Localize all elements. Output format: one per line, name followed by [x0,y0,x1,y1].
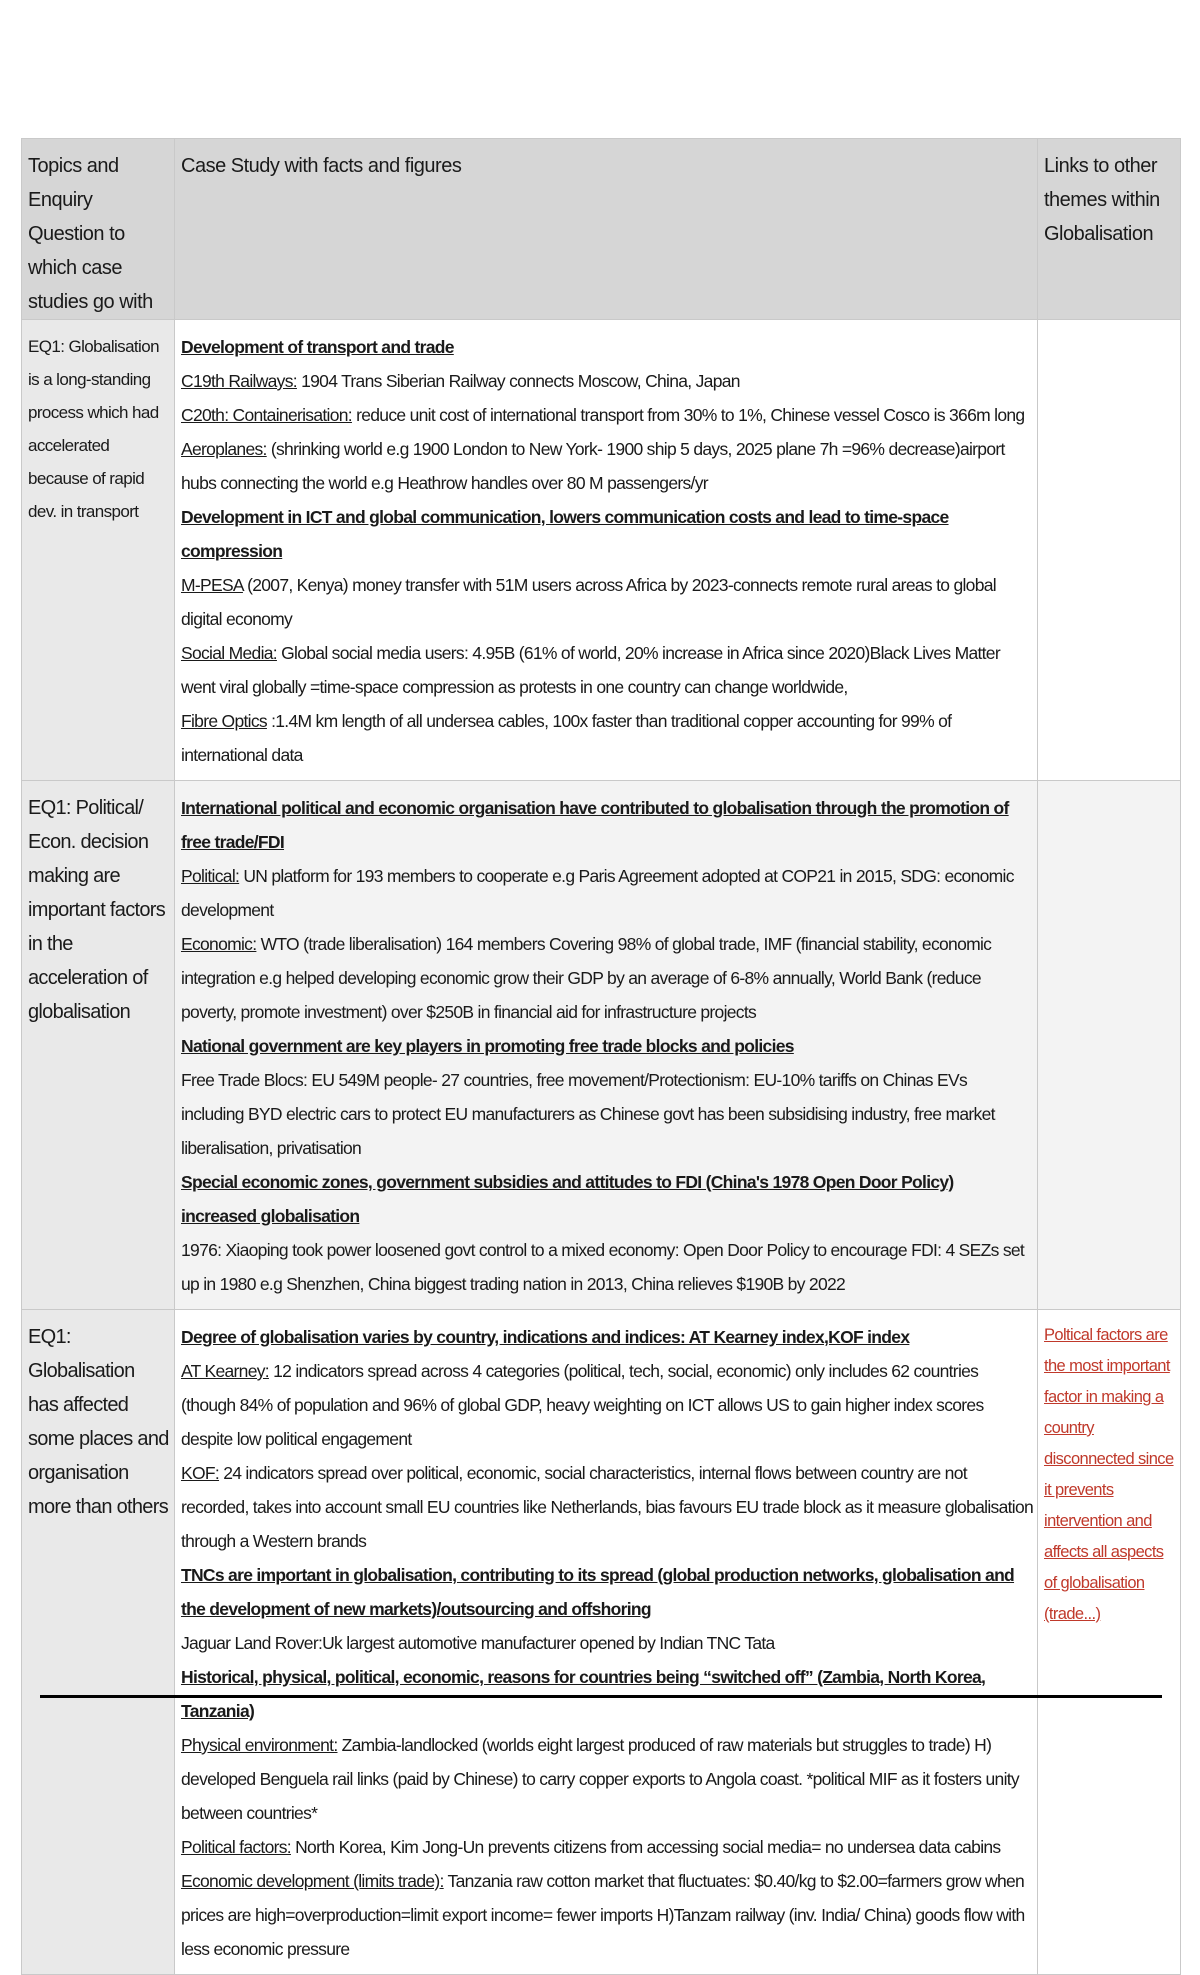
fact-text: North Korea, Kim Jong-Un prevents citizens from accessing social media= no undersea data cabins [290,1837,1001,1857]
fact-text: (shrinking world e.g 1900 London to New York- 1900 ship 5 days, 2025 plane 7h =96% decrease)airport hubs connecting the world e.g Heathrow handles over 80 M passengers/yr [181,439,1005,493]
fact-line [181,432,1033,500]
fact-label: Social Media: [181,643,277,663]
fact-label: Physical environment: [181,1735,338,1755]
fact-line [181,398,1033,432]
section-heading: Development of transport and trade [181,337,454,357]
case-study-cell [175,1310,1038,1975]
header-case-study: Case Study with facts and figures [175,139,1038,320]
topic-cell: EQ1: Globalisation is a long-standing process which had accelerated because of rapid dev. in transport [22,320,175,781]
case-study-cell [175,781,1038,1310]
fact-label: KOF: [181,1463,220,1483]
fact-text: 12 indicators spread across 4 categories (political, tech, social, economic) only includes 62 countries (though 84% of population and 96% of global GDP, heavy weighting on ICT allows US to gain higher index scores despite low political engagement [181,1361,984,1449]
fact-text: 1904 Trans Siberian Railway connects Moscow, China, Japan [296,371,740,391]
table-row [22,781,1181,1310]
fact-label: Aeroplanes: [181,439,267,459]
section-heading: Historical, physical, political, economic, reasons for countries being “switched off” (Zambia, North Korea, Tanzania) [181,1667,986,1721]
fact-line [181,1456,1033,1558]
fact-text: Jaguar Land Rover:Uk largest automotive manufacturer opened by Indian TNC Tata [181,1633,775,1653]
topic-cell: EQ1: Globalisation has affected some places and organisation more than others [22,1310,175,1975]
fact-line [181,1864,1033,1966]
fact-text: reduce unit cost of international transport from 30% to 1%, Chinese vessel Cosco is 366m long [351,405,1025,425]
fact-text: Tanzania raw cotton market that fluctuates: $0.40/kg to $2.00=farmers grow when prices are high=overproduction=limit export income= fewer imports H)Tanzam railway (inv. India/ China) goods flow with less economic pressure [181,1871,1025,1959]
fact-text: Global social media users: 4.95B (61% of world, 20% increase in Africa since 2020)Black Lives Matter went viral globally =time-space compression as protests in one country can change worldwide, [181,643,1000,697]
fact-label: M-PESA [181,575,243,595]
section-heading: National government are key players in promoting free trade blocks and policies [181,1036,794,1056]
fact-line [181,1830,1033,1864]
case-study-sheet [21,138,1180,1975]
fact-line [181,704,1033,772]
fact-label: Economic: [181,934,257,954]
topic-cell: EQ1: Political/ Econ. decision making are important factors in the acceleration of globalisation [22,781,175,1310]
links-cell [1038,320,1181,781]
fact-line [181,568,1033,636]
fact-label: AT Kearney: [181,1361,269,1381]
fact-text: 24 indicators spread over political, economic, social characteristics, internal flows between country are not recorded, takes into account small EU countries like Netherlands, bias favours EU trade block as it measure globalisation through a Western brands [181,1463,1034,1551]
fact-text: UN platform for 193 members to cooperate e.g Paris Agreement adopted at COP21 in 2015, SDG: economic development [181,866,1014,920]
section-heading: TNCs are important in globalisation, contributing to its spread (global production networks, globalisation and the development of new markets)/outsourcing and offshoring [181,1565,1015,1619]
case-study-table [21,138,1181,1975]
fact-line [181,1728,1033,1830]
fact-label: C19th Railways: [181,371,297,391]
table-row [22,1310,1181,1975]
section-heading: Development in ICT and global communication, lowers communication costs and lead to time-space compression [181,507,949,561]
section-heading: Special economic zones, government subsidies and attitudes to FDI (China's 1978 Open Door Policy) increased globalisation [181,1172,954,1226]
fact-label: Economic development (limits trade): [181,1871,444,1891]
fact-label: Political: [181,866,240,886]
fact-line [181,636,1033,704]
fact-text: Zambia-landlocked (worlds eight largest produced of raw materials but struggles to trade) H) developed Benguela rail links (paid by Chinese) to carry copper exports to Angola coast. *political MIF as it fosters unity between countries* [181,1735,1019,1823]
fact-text: 1976: Xiaoping took power loosened govt control to a mixed economy: Open Door Policy to encourage FDI: 4 SEZs set up in 1980 e.g Shenzhen, China biggest trading nation in 2013, China relieves $190B by 2022 [181,1240,1025,1294]
table-row [22,320,1181,781]
header-topics: Topics and Enquiry Question to which case studies go with [22,139,175,320]
header-links: Links to other themes within Globalisation [1038,139,1181,320]
fact-label: Political factors: [181,1837,291,1857]
fact-text: WTO (trade liberalisation) 164 members Covering 98% of global trade, IMF (financial stability, economic integration e.g helped developing economic grow their GDP by an average of 6-8% annually, World Bank (reduce poverty, promote investment) over $250B in financial aid for infrastructure projects [181,934,992,1022]
fact-label: C20th: Containerisation: [181,405,352,425]
fact-line [181,1354,1033,1456]
footer-divider [40,1695,1162,1698]
fact-text: Free Trade Blocs: EU 549M people- 27 countries, free movement/Protectionism: EU-10% tariffs on Chinas EVs including BYD electric cars to protect EU manufacturers as Chinese govt has been subsidising industry, free market liberalisation, privatisation [181,1070,995,1158]
fact-text: :1.4M km length of all undersea cables, 100x faster than traditional copper accounting for 99% of international data [181,711,952,765]
section-heading: Degree of globalisation varies by country, indications and indices: AT Kearney index,KOF index [181,1327,910,1347]
fact-line [181,364,1033,398]
fact-text: (2007, Kenya) money transfer with 51M users across Africa by 2023-connects remote rural areas to global digital economy [181,575,996,629]
links-cell [1038,781,1181,1310]
case-study-cell [175,320,1038,781]
fact-label: Fibre Optics [181,711,267,731]
fact-line [181,927,1033,1029]
fact-line [181,859,1033,927]
header-row [22,139,1181,320]
links-cell [1038,1310,1181,1975]
links-note: Poltical factors are the most important factor in making a country disconnected since it prevents intervention and affects all aspects of globalisation (trade...) [1044,1326,1174,1623]
section-heading: International political and economic organisation have contributed to globalisation through the promotion of free trade/FDI [181,798,1009,852]
